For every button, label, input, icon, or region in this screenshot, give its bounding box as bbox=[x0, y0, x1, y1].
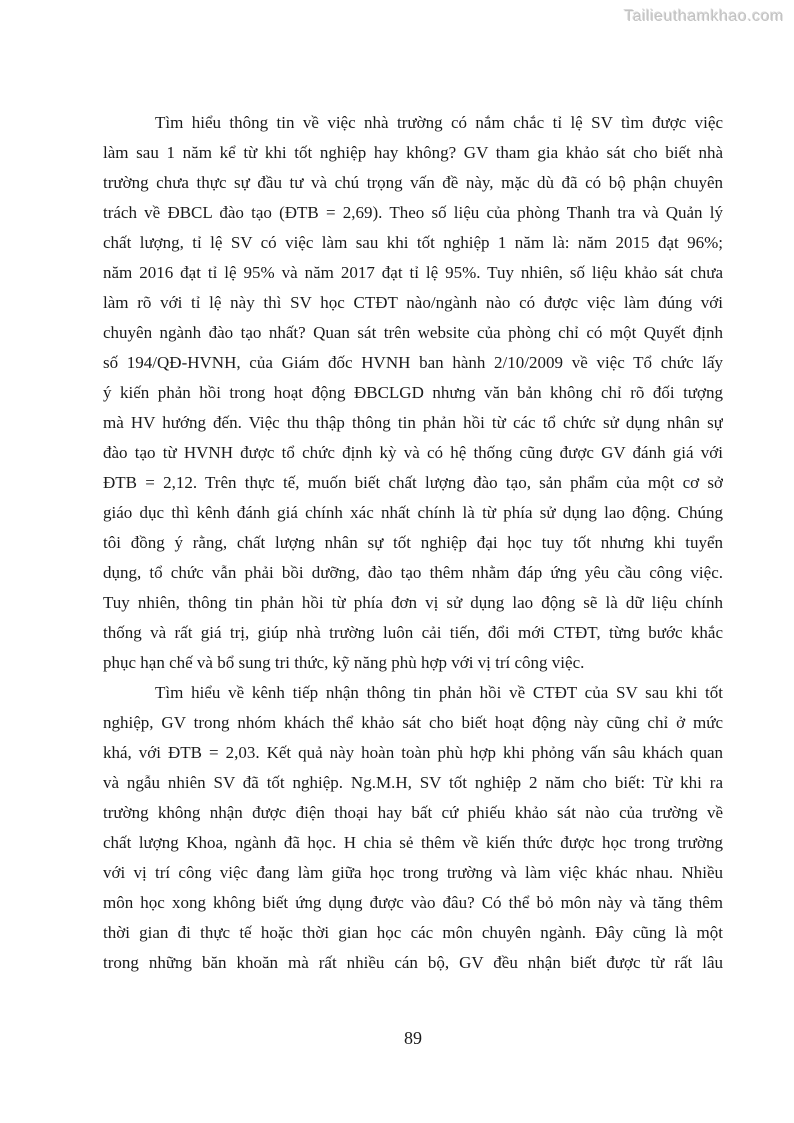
text-line: Tuy nhiên, thông tin phản hồi từ phía đơn vị sử dụng lao động sẽ là dữ liệu chính bbox=[103, 593, 723, 612]
text-line: trách về ĐBCL đào tạo (ĐTB = 2,69). Theo số liệu của phòng Thanh tra và Quản lý bbox=[103, 203, 723, 222]
text-line: số 194/QĐ-HVNH, của Giám đốc HVNH ban hành 2/10/2009 về việc Tổ chức lấy bbox=[103, 353, 723, 372]
text-line: nghiệp, GV trong nhóm khách thể khảo sát cho biết hoạt động này cũng chỉ ở mức bbox=[103, 713, 723, 732]
text-line: phục hạn chế và bổ sung tri thức, kỹ năng phù hợp với vị trí công việc. bbox=[103, 653, 585, 672]
watermark: Tailieuthamkhao.com bbox=[624, 8, 784, 25]
text-line: dụng, tổ chức vẫn phải bồi dưỡng, đào tạo thêm nhằm đáp ứng yêu cầu công việc. bbox=[103, 563, 723, 582]
text-line: chuyên ngành đào tạo nhất? Quan sát trên website của phòng chỉ có một Quyết định bbox=[103, 323, 723, 342]
paragraph bbox=[103, 108, 723, 678]
text-line: giáo dục thì kênh đánh giá chính xác nhất chính là từ phía sử dụng lao động. Chúng bbox=[103, 503, 723, 522]
text-line: và ngẫu nhiên SV đã tốt nghiệp. Ng.M.H, SV tốt nghiệp 2 năm cho biết: Từ khi ra bbox=[103, 773, 723, 792]
text-line: với vị trí công việc đang làm giữa học trong trường và làm việc khác nhau. Nhiều bbox=[103, 863, 723, 882]
text-line: chất lượng, tỉ lệ SV có việc làm sau khi tốt nghiệp 1 năm là: năm 2015 đạt 96%; bbox=[103, 233, 723, 252]
text-line: khá, với ĐTB = 2,03. Kết quả này hoàn toàn phù hợp khi phỏng vấn sâu khách quan bbox=[103, 743, 723, 762]
text-line: thời gian đi thực tế hoặc thời gian học các môn chuyên ngành. Đây cũng là một bbox=[103, 923, 723, 942]
text-line: trong những băn khoăn mà rất nhiều cán bộ, GV đều nhận biết được từ rất lâu bbox=[103, 953, 723, 972]
text-line: thống và rất giá trị, giúp nhà trường luôn cải tiến, đổi mới CTĐT, từng bước khắc bbox=[103, 623, 723, 642]
text-line: đào tạo từ HVNH được tổ chức định kỳ và có hệ thống cũng được GV đánh giá với bbox=[103, 443, 723, 462]
document-body bbox=[103, 108, 723, 978]
text-line: năm 2016 đạt tỉ lệ 95% và năm 2017 đạt tỉ lệ 95%. Tuy nhiên, số liệu khảo sát chưa bbox=[103, 263, 723, 282]
text-line: trường không nhận được điện thoại hay bất cứ phiếu khảo sát nào của trường về bbox=[103, 803, 723, 822]
text-line: tôi đồng ý rằng, chất lượng nhân sự tốt nghiệp đại học tuy tốt nhưng khi tuyển bbox=[103, 533, 723, 552]
text-line: môn học xong không biết ứng dụng được vào đâu? Có thể bỏ môn này và tăng thêm bbox=[103, 893, 723, 912]
text-line: ĐTB = 2,12. Trên thực tế, muốn biết chất lượng đào tạo, sản phẩm của một cơ sở bbox=[103, 473, 723, 492]
text-line: Tìm hiểu thông tin về việc nhà trường có nắm chắc tỉ lệ SV tìm được việc bbox=[155, 113, 723, 132]
text-line: Tìm hiểu về kênh tiếp nhận thông tin phản hồi về CTĐT của SV sau khi tốt bbox=[155, 683, 723, 702]
page-number: 89 bbox=[404, 1028, 422, 1048]
text-line: chất lượng Khoa, ngành đã học. H chia sẻ thêm về kiến thức được học trong trường bbox=[103, 833, 723, 852]
text-line: ý kiến phản hồi trong hoạt động ĐBCLGD nhưng văn bản không chỉ rõ đối tượng bbox=[103, 383, 723, 402]
text-line: trường chưa thực sự đầu tư và chú trọng vấn đề này, mặc dù đã có bộ phận chuyên bbox=[103, 173, 723, 192]
text-line: mà HV hướng đến. Việc thu thập thông tin phản hồi từ các tổ chức sử dụng nhân sự bbox=[103, 413, 723, 432]
paragraph bbox=[103, 678, 723, 978]
text-line: làm rõ với tỉ lệ này thì SV học CTĐT nào/ngành nào có được việc làm đúng với bbox=[103, 293, 723, 312]
text-line: làm sau 1 năm kể từ khi tốt nghiệp hay không? GV tham gia khảo sát cho biết nhà bbox=[103, 143, 723, 162]
